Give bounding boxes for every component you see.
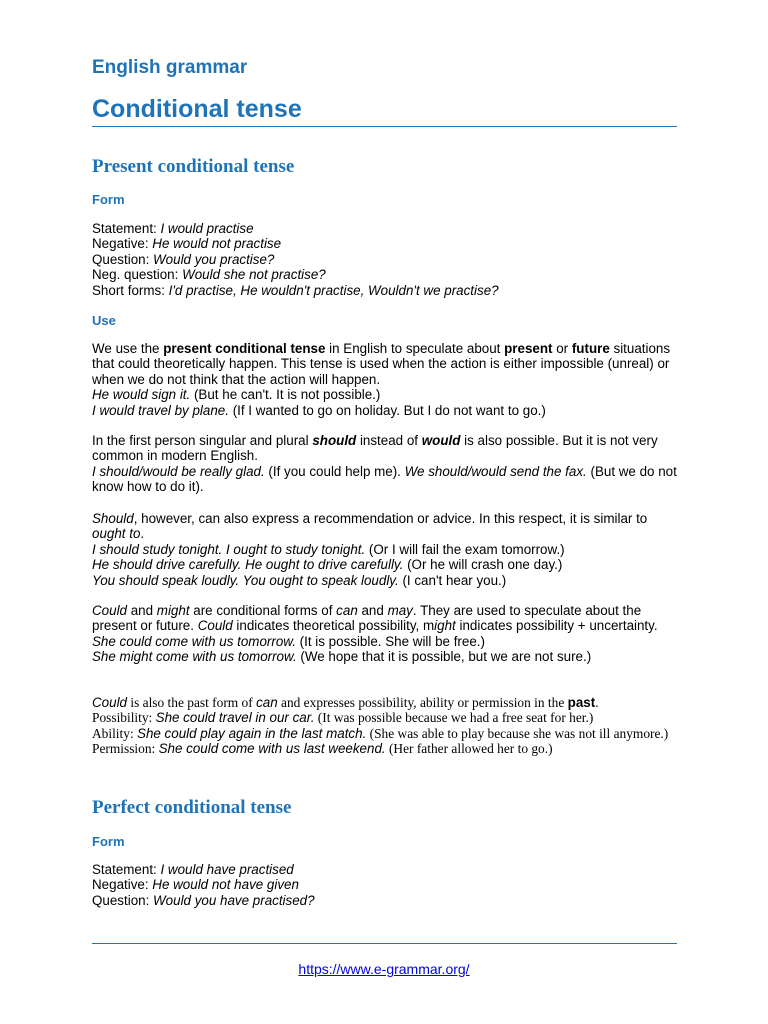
paragraph-5 xyxy=(92,695,677,757)
example-line: Possibility: She could travel in our car. (It was possible because we had a free seat for her.) xyxy=(92,710,594,726)
form-example: Would you practise? xyxy=(153,251,275,267)
form-list-present xyxy=(92,221,677,298)
form-row xyxy=(92,877,677,892)
form-example: He would not practise xyxy=(152,236,282,252)
form-heading-perfect: Form xyxy=(92,834,125,849)
example-line: Ability: She could play again in the last match. (She was able to play because she was not ill anymore.) xyxy=(92,725,669,741)
form-row xyxy=(92,283,677,298)
section-heading-perfect: Perfect conditional tense xyxy=(92,797,292,818)
paragraph-text: We use the present conditional tense in English to speculate about present or future situations that could theoretically happen. This tense is used when the action is either impossible (unreal) or when we do not think that the action will happen. xyxy=(92,341,671,387)
title-divider xyxy=(92,126,677,127)
form-example: Would you have practised? xyxy=(153,892,315,908)
form-label: Neg. question: xyxy=(92,267,183,283)
series-title: English grammar xyxy=(92,57,248,78)
form-list-perfect xyxy=(92,862,677,908)
form-example: He would not have given xyxy=(152,877,299,893)
paragraph-text: In the first person singular and plural should instead of would is also possible. But it is not very common in modern English. xyxy=(92,433,658,464)
form-label: Short forms: xyxy=(92,282,169,298)
form-label: Negative: xyxy=(92,236,153,252)
form-row xyxy=(92,221,677,236)
form-example: I'd practise, He wouldn't practise, Wouldn't we practise? xyxy=(168,282,499,298)
example-line: Permission: She could come with us last weekend. (Her father allowed her to go.) xyxy=(92,741,553,757)
paragraph-text: Could is also the past form of can and expresses possibility, ability or permission in the past. xyxy=(92,695,599,710)
section-heading-present: Present conditional tense xyxy=(92,156,295,177)
footer-divider xyxy=(92,943,677,944)
example-line: I should study tonight. I ought to study tonight. (Or I will fail the exam tomorrow.) xyxy=(92,541,565,557)
form-row xyxy=(92,267,677,282)
paragraph-3 xyxy=(92,511,677,588)
example-line: He should drive carefully. He ought to drive carefully. (Or he will crash one day.) xyxy=(92,557,563,573)
form-label: Negative: xyxy=(92,877,153,893)
form-example: Would she not practise? xyxy=(182,267,326,283)
form-label: Statement: xyxy=(92,862,161,877)
form-label: Question: xyxy=(92,251,154,267)
form-row xyxy=(92,252,677,267)
use-heading: Use xyxy=(92,313,116,328)
paragraph-text: Should, however, can also express a recommendation or advice. In this respect, it is similar to ought to. xyxy=(92,511,648,542)
form-heading-present: Form xyxy=(92,192,125,207)
paragraph-2 xyxy=(92,433,677,495)
form-row xyxy=(92,862,677,877)
form-row xyxy=(92,893,677,908)
example-line: I would travel by plane. (If I wanted to go on holiday. But I do not want to go.) xyxy=(92,402,546,418)
footer-link[interactable]: https://www.e-grammar.org/ xyxy=(298,961,470,977)
example-line: He would sign it. (But he can't. It is not possible.) xyxy=(92,387,381,403)
footer xyxy=(0,961,768,977)
form-example: I would practise xyxy=(160,221,254,236)
example-line: I should/would be really glad. (If you could help me). We should/would send the fax. (But we do not know how to do it). xyxy=(92,463,677,495)
form-row xyxy=(92,236,677,251)
form-label: Statement: xyxy=(92,221,161,236)
example-line: You should speak loudly. You ought to speak loudly. (I can't hear you.) xyxy=(92,572,507,588)
paragraph-text: Could and might are conditional forms of can and may. They are used to speculate about the present or future. Could indicates theoretical possibility, might indicates possibility + uncertainty. xyxy=(92,603,658,634)
form-label: Question: xyxy=(92,892,154,908)
form-example: I would have practised xyxy=(160,862,294,877)
page-title: Conditional tense xyxy=(92,95,302,123)
paragraph-1 xyxy=(92,341,677,418)
example-line: She might come with us tomorrow. (We hope that it is possible, but we are not sure.) xyxy=(92,649,592,665)
paragraph-4 xyxy=(92,603,677,665)
example-line: She could come with us tomorrow. (It is possible. She will be free.) xyxy=(92,633,485,649)
